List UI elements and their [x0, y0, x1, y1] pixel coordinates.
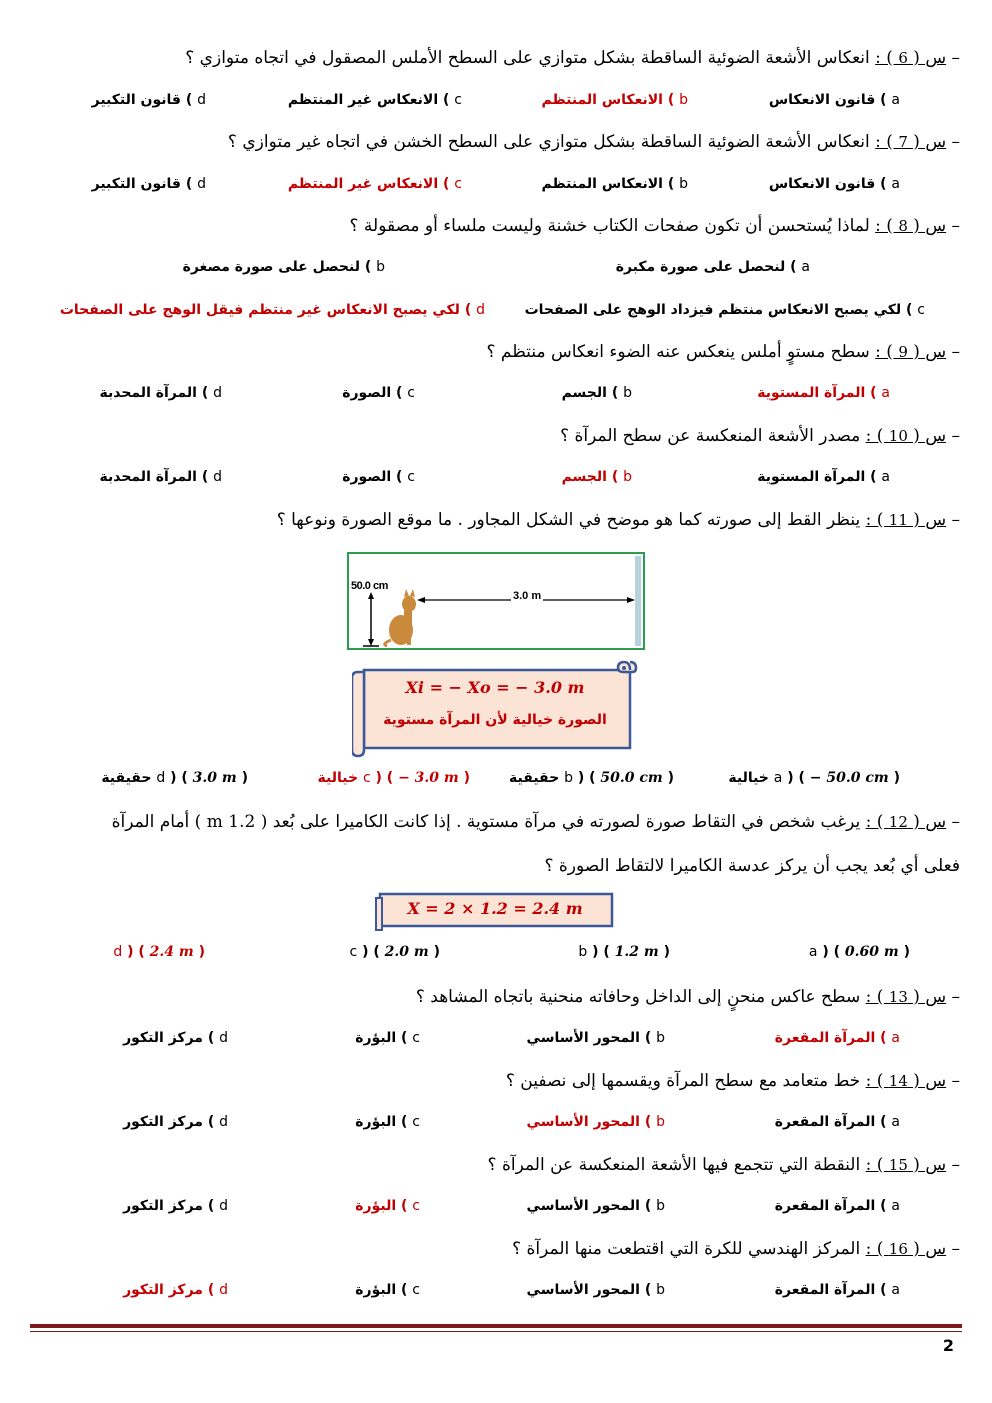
- note-text-11: الصورة خيالية لأن المرآة مستوية: [383, 712, 607, 728]
- equation-12: X = 2 × 1.2 = 2.4 m: [407, 899, 583, 918]
- cat-mirror-figure: [347, 552, 645, 650]
- option-c[interactable]: c ) البؤرة: [355, 1030, 420, 1046]
- option-b[interactable]: b ) المحور الأساسي: [526, 1198, 665, 1214]
- option-d[interactable]: d ) المرآة المحدبة: [99, 469, 222, 485]
- cat-icon: [385, 589, 416, 646]
- option-a[interactable]: a ) لنحصل على صورة مكبرة: [615, 259, 810, 275]
- options-11: [40, 770, 960, 792]
- options-14: [40, 1114, 960, 1136]
- options-10: [40, 469, 960, 491]
- options-6: [40, 92, 960, 114]
- question-number: س ( 14 ) :: [865, 1071, 947, 1091]
- question-16: – س ( 16 ) : المركز الهندسي للكرة التي اقتطعت منها المرآة ؟: [512, 1239, 960, 1259]
- options-12: [40, 944, 960, 966]
- option-c[interactable]: c ) لكي يصبح الانعكاس منتظم فيزداد الوهج على الصفحات: [524, 302, 925, 318]
- option-d[interactable]: d ) مركز التكور: [123, 1282, 228, 1298]
- question-number: س ( 7 ) :: [875, 132, 947, 152]
- option-d[interactable]: d ) لكي يصبح الانعكاس غير منتظم فيقل الوهج على الصفحات: [59, 302, 485, 318]
- question-11: – س ( 11 ) : ينظر القط إلى صورته كما هو موضح في الشكل المجاور . ما موقع الصورة ونوعها ؟: [276, 510, 960, 530]
- figure-drawing: [349, 554, 643, 648]
- option-b[interactable]: b ) الانعكاس المنتظم: [541, 176, 688, 192]
- question-number: س ( 15 ) :: [865, 1155, 947, 1175]
- question-13: – س ( 13 ) : سطح عاكس منحنٍ إلى الداخل وحافاته منحنية باتجاه المشاهد ؟: [415, 987, 960, 1007]
- option-b[interactable]: b ) المحور الأساسي: [526, 1030, 665, 1046]
- question-15: – س ( 15 ) : النقطة التي تتجمع فيها الأشعة المنعكسة عن المرآة ؟: [487, 1155, 960, 1175]
- option-d[interactable]: d ) المرآة المحدبة: [99, 385, 222, 401]
- options-13: [40, 1030, 960, 1052]
- height-label: 50.0 cm: [351, 580, 388, 592]
- option-a[interactable]: a ) ( 0.60 m ): [808, 944, 910, 960]
- question-number: س ( 9 ) :: [875, 342, 947, 362]
- question-text: سطح مستوٍ أملس ينعكس عنه الضوء انعكاس منتظم ؟: [486, 342, 876, 362]
- question-text: انعكاس الأشعة الضوئية الساقطة بشكل متوازي على السطح الخشن في اتجاه غير متوازي ؟: [227, 132, 876, 152]
- options-8-row1: [40, 259, 960, 281]
- options-7: [40, 176, 960, 198]
- option-b[interactable]: b ) ( 1.2 m ): [578, 944, 670, 960]
- option-b[interactable]: b ) المحور الأساسي: [526, 1114, 665, 1130]
- option-a[interactable]: a ) المرآة المستوية: [757, 385, 890, 401]
- option-b[interactable]: b ) ( 50.0 cm ) حقيقية: [509, 770, 674, 786]
- option-b[interactable]: b ) الجسم: [561, 385, 632, 401]
- option-c[interactable]: c ) الصورة: [342, 469, 415, 485]
- question-text: يرغب شخص في التقاط صورة لصورته في مرآة مستوية . إذا كانت الكاميرا على بُعد ( 1.2 m ) أمام المرآة: [111, 812, 866, 832]
- question-text: خط متعامد مع سطح المرآة ويقسمها إلى نصفين ؟: [505, 1071, 866, 1091]
- question-8: – س ( 8 ) : لماذا يُستحسن أن تكون صفحات الكتاب خشنة وليست ملساء أو مصقولة ؟: [349, 216, 960, 236]
- option-c[interactable]: c ) البؤرة: [355, 1198, 420, 1214]
- question-number: س ( 11 ) :: [865, 510, 947, 530]
- option-b[interactable]: b ) الانعكاس المنتظم: [541, 92, 688, 108]
- question-number: س ( 6 ) :: [875, 48, 947, 68]
- option-c[interactable]: c ) الانعكاس غير المنتظم: [287, 92, 462, 108]
- question-12-line2: فعلى أي بُعد يجب أن يركز عدسة الكاميرا لالتقاط الصورة ؟: [544, 856, 960, 876]
- option-a[interactable]: a ) المرآة المقعرة: [774, 1198, 900, 1214]
- question-text: لماذا يُستحسن أن تكون صفحات الكتاب خشنة وليست ملساء أو مصقولة ؟: [349, 216, 876, 236]
- distance-label: 3.0 m: [513, 590, 542, 602]
- question-7: – س ( 7 ) : انعكاس الأشعة الضوئية الساقطة بشكل متوازي على السطح الخشن في اتجاه غير متوازي ؟: [227, 132, 960, 152]
- option-a[interactable]: a ) المرآة المستوية: [757, 469, 890, 485]
- question-text: النقطة التي تتجمع فيها الأشعة المنعكسة عن المرآة ؟: [487, 1155, 866, 1175]
- option-c[interactable]: c ) الانعكاس غير المنتظم: [287, 176, 462, 192]
- question-text: سطح عاكس منحنٍ إلى الداخل وحافاته منحنية باتجاه المشاهد ؟: [415, 987, 866, 1007]
- option-d[interactable]: d ) ( 2.4 m ): [113, 944, 205, 960]
- question-10: – س ( 10 ) : مصدر الأشعة المنعكسة عن سطح المرآة ؟: [560, 426, 960, 446]
- scroll-icon: [352, 660, 638, 758]
- options-9: [40, 385, 960, 407]
- option-c[interactable]: c ) ( − 3.0 m ) خيالية: [317, 770, 470, 786]
- option-b[interactable]: b ) لنحصل على صورة مصغرة: [182, 259, 385, 275]
- option-d[interactable]: d ) مركز التكور: [123, 1030, 228, 1046]
- question-6: – س ( 6 ) : انعكاس الأشعة الضوئية الساقطة بشكل متوازي على السطح الأملس المصقول في اتجاه متوازي ؟: [185, 48, 960, 68]
- option-d[interactable]: d ) قانون التكبير: [91, 176, 206, 192]
- footer-rule: [30, 1324, 962, 1328]
- options-15: [40, 1198, 960, 1220]
- options-8-row2: [40, 302, 960, 324]
- option-a[interactable]: a ) ( − 50.0 cm ) خيالية: [728, 770, 900, 786]
- question-text: انعكاس الأشعة الضوئية الساقطة بشكل متوازي على السطح الأملس المصقول في اتجاه متوازي ؟: [185, 48, 876, 68]
- option-b[interactable]: b ) المحور الأساسي: [526, 1282, 665, 1298]
- footer-rule-thin: [30, 1331, 962, 1332]
- option-c[interactable]: c ) الصورة: [342, 385, 415, 401]
- question-14: – س ( 14 ) : خط متعامد مع سطح المرآة ويقسمها إلى نصفين ؟: [505, 1071, 960, 1091]
- answer-note-12: [374, 890, 616, 932]
- question-9: – س ( 9 ) : سطح مستوٍ أملس ينعكس عنه الضوء انعكاس منتظم ؟: [486, 342, 960, 362]
- question-number: س ( 10 ) :: [865, 426, 947, 446]
- option-c[interactable]: c ) البؤرة: [355, 1282, 420, 1298]
- option-d[interactable]: d ) مركز التكور: [123, 1114, 228, 1130]
- question-number: س ( 8 ) :: [875, 216, 947, 236]
- question-text: ينظر القط إلى صورته كما هو موضح في الشكل المجاور . ما موقع الصورة ونوعها ؟: [276, 510, 866, 530]
- equation-11: Xi = − Xo = − 3.0 m: [405, 678, 585, 697]
- options-16: [40, 1282, 960, 1304]
- option-a[interactable]: a ) قانون الانعكاس: [768, 92, 900, 108]
- option-a[interactable]: a ) قانون الانعكاس: [768, 176, 900, 192]
- question-number: س ( 12 ) :: [865, 812, 947, 832]
- question-12: – س ( 12 ) : يرغب شخص في التقاط صورة لصورته في مرآة مستوية . إذا كانت الكاميرا على بُعد ( 1.2 m ) أمام المرآة: [111, 812, 960, 832]
- option-d[interactable]: d ) ( 3.0 m ) حقيقية: [101, 770, 248, 786]
- option-c[interactable]: c ) البؤرة: [355, 1114, 420, 1130]
- option-c[interactable]: c ) ( 2.0 m ): [349, 944, 440, 960]
- option-d[interactable]: d ) قانون التكبير: [91, 92, 206, 108]
- option-a[interactable]: a ) المرآة المقعرة: [774, 1030, 900, 1046]
- question-text: مصدر الأشعة المنعكسة عن سطح المرآة ؟: [560, 426, 866, 446]
- option-a[interactable]: a ) المرآة المقعرة: [774, 1282, 900, 1298]
- option-b[interactable]: b ) الجسم: [561, 469, 632, 485]
- question-number: س ( 16 ) :: [865, 1239, 947, 1259]
- answer-note-11: [352, 660, 638, 758]
- option-d[interactable]: d ) مركز التكور: [123, 1198, 228, 1214]
- question-text: المركز الهندسي للكرة التي اقتطعت منها المرآة ؟: [512, 1239, 866, 1259]
- mirror-icon: [635, 556, 639, 646]
- option-a[interactable]: a ) المرآة المقعرة: [774, 1114, 900, 1130]
- question-number: س ( 13 ) :: [865, 987, 947, 1007]
- page-number: 2: [942, 1336, 954, 1355]
